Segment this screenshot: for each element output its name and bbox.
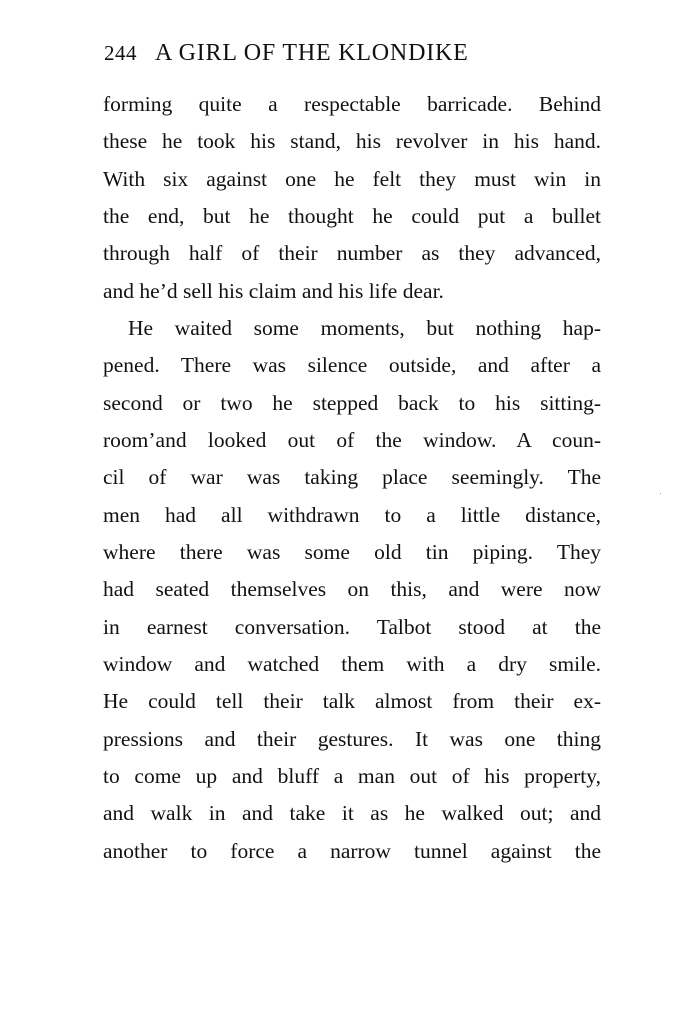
running-head (104, 40, 574, 76)
text-line: through half of their number as they advanced, (103, 241, 601, 266)
text-line: and he’d sell his claim and his life dear. (103, 278, 444, 303)
text-line: another to force a narrow tunnel against the (103, 838, 601, 863)
text-line: these he took his stand, his revolver in his hand. (103, 129, 601, 154)
text-line: forming quite a respectable barricade. Behind (103, 92, 601, 116)
text-line: second or two he stepped back to his sitting- (103, 390, 601, 415)
text-line: and walk in and take it as he walked out; and (103, 801, 601, 826)
text-line: He could tell their talk almost from their ex- (103, 689, 601, 714)
text-line: the end, but he thought he could put a bullet (103, 203, 601, 228)
text-line: where there was some old tin piping. They (103, 539, 601, 564)
text-line: With six against one he felt they must win in (103, 166, 601, 191)
text-line: pened. There was silence outside, and after a (103, 353, 601, 378)
text-line: men had all withdrawn to a little distance, (103, 502, 601, 527)
book-title: A GIRL OF THE KLONDIKE (155, 40, 469, 66)
text-line: to come up and bluff a man out of his property, (103, 763, 601, 788)
text-line: had seated themselves on this, and were now (103, 577, 601, 602)
text-line: cil of war was taking place seemingly. The (103, 465, 601, 490)
text-line: He waited some moments, but nothing hap- (128, 315, 601, 340)
text-line: pressions and their gestures. It was one thing (103, 726, 601, 751)
text-line: window and watched them with a dry smile. (103, 651, 601, 676)
scan-speck (660, 493, 661, 494)
body-text (103, 86, 601, 870)
text-line: room’and looked out of the window. A coun- (103, 427, 601, 452)
page-number: 244 (104, 41, 137, 65)
text-line: in earnest conversation. Talbot stood at the (103, 614, 601, 639)
